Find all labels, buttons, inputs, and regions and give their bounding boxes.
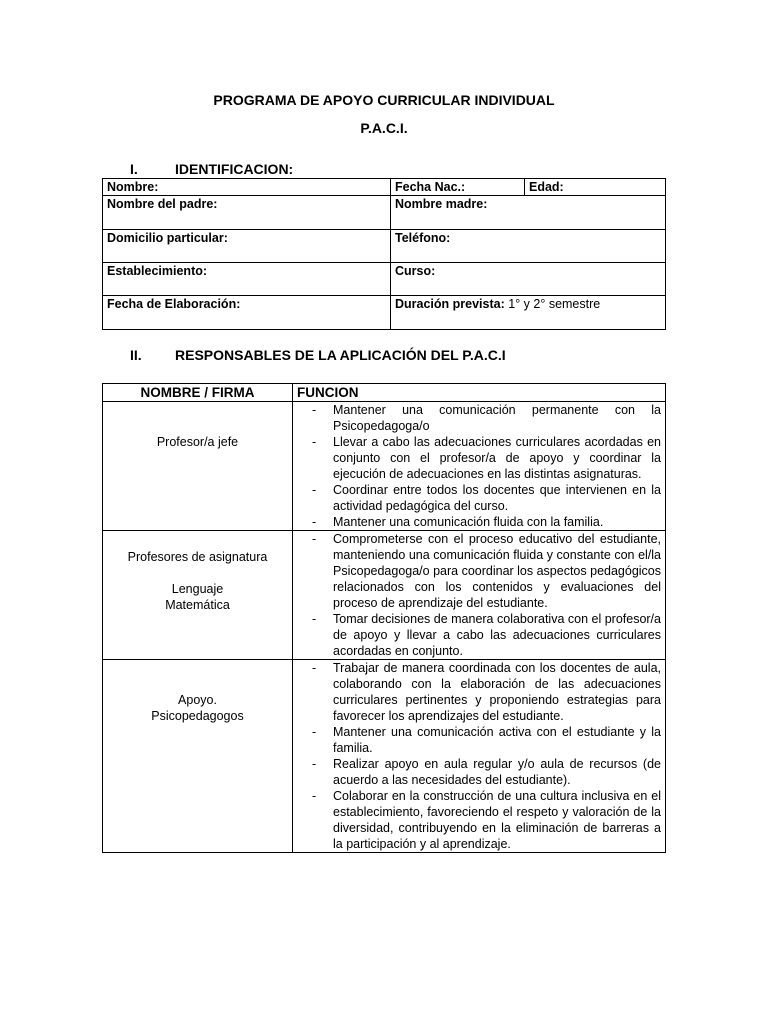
list-item: - Trabajar de manera coordinada con los docentes de aula, colaborando con la elaboración de las adecuaciones curriculares pertinentes y proponiendo estrategias para favorecer los aprendizajes del estudiante.	[295, 660, 661, 724]
list-item: - Mantener una comunicación permanente con la Psicopedagoga/o	[295, 402, 661, 434]
field-domicilio[interactable]: Domicilio particular:	[103, 230, 391, 263]
responsable-name: Profesores de asignatura	[127, 550, 268, 564]
responsable-cell	[103, 531, 293, 660]
table-row	[103, 531, 666, 660]
asignatura-lenguaje: Lenguaje	[171, 582, 224, 596]
responsable-name: Apoyo.	[178, 693, 217, 707]
field-nombre[interactable]: Nombre:	[103, 179, 391, 196]
section-identificacion-heading	[130, 161, 293, 177]
list-item: - Llevar a cabo las adecuaciones curriculares acordadas en conjunto con el profesor/a de apoyo y coordinar la ejecución de adecuaciones en las distintas asignaturas.	[295, 434, 661, 482]
field-nombre-madre[interactable]: Nombre madre:	[391, 196, 666, 230]
field-duracion[interactable]	[391, 296, 666, 330]
section-number: I.	[130, 161, 138, 177]
column-header-nombre: NOMBRE / FIRMA	[103, 384, 293, 402]
column-header-funcion: FUNCION	[293, 384, 666, 402]
list-item: - Tomar decisiones de manera colaborativa con el profesor/a de apoyo y llevar a cabo las adecuaciones curriculares acordadas en conjunto.	[295, 611, 661, 659]
field-establecimiento[interactable]: Establecimiento:	[103, 263, 391, 296]
funcion-cell	[293, 531, 666, 660]
document-title: PROGRAMA DE APOYO CURRICULAR INDIVIDUAL	[213, 92, 555, 108]
responsables-table	[102, 383, 666, 853]
spacer	[107, 565, 288, 581]
field-curso[interactable]: Curso:	[391, 263, 666, 296]
asignatura-matematica: Matemática	[165, 598, 230, 612]
identification-table	[102, 178, 666, 330]
responsable-cell	[103, 660, 293, 853]
responsable-cell	[103, 402, 293, 531]
section-title: RESPONSABLES DE LA APLICACIÓN DEL P.A.C.I	[175, 347, 506, 363]
field-telefono[interactable]: Teléfono:	[391, 230, 666, 263]
funcion-cell	[293, 402, 666, 531]
list-item: - Realizar apoyo en aula regular y/o aula de recursos (de acuerdo a las necesidades del estudiante).	[295, 756, 661, 788]
funcion-cell	[293, 660, 666, 853]
field-edad[interactable]: Edad:	[525, 179, 666, 196]
table-row	[103, 660, 666, 853]
list-item: - Coordinar entre todos los docentes que intervienen en la actividad pedagógica del curso.	[295, 482, 661, 514]
table-row	[103, 402, 666, 531]
field-nombre-padre[interactable]: Nombre del padre:	[103, 196, 391, 230]
spacer	[107, 660, 288, 676]
duracion-value: 1° y 2° semestre	[508, 297, 601, 311]
responsable-name: Profesor/a jefe	[156, 435, 239, 449]
field-fecha-nac[interactable]: Fecha Nac.:	[391, 179, 525, 196]
field-fecha-elaboracion[interactable]: Fecha de Elaboración:	[103, 296, 391, 330]
duracion-label: Duración prevista:	[395, 297, 505, 311]
section-number: II.	[130, 347, 142, 363]
list-item: - Colaborar en la construcción de una cultura inclusiva en el establecimiento, favoreciendo el respeto y valoración de la diversidad, contribuyendo en la eliminación de barreras a la participación y al aprendizaje.	[295, 788, 661, 852]
section-responsables-heading	[130, 347, 506, 363]
document-subtitle: P.A.C.I.	[360, 120, 408, 136]
list-item: - Comprometerse con el proceso educativo del estudiante, manteniendo una comunicación fluida y constante con el/la Psicopedagoga/o para coordinar los aspectos pedagógicos relacionados con los contenidos y evaluaciones del proceso de aprendizaje del estudiante.	[295, 531, 661, 611]
list-item: - Mantener una comunicación activa con el estudiante y la familia.	[295, 724, 661, 756]
section-title: IDENTIFICACION:	[175, 161, 294, 177]
list-item: - Mantener una comunicación fluida con la familia.	[295, 514, 661, 530]
responsable-role: Psicopedagogos	[151, 709, 244, 723]
